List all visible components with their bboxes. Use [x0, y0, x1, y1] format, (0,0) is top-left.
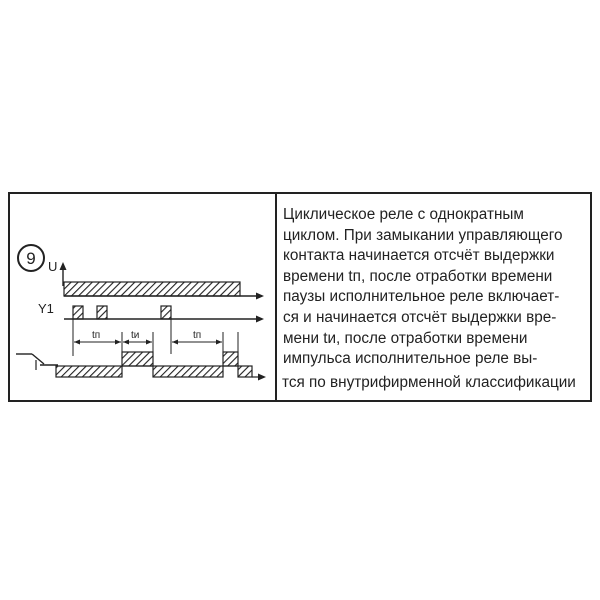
- description-line: контакта начинается отсчёт выдержки: [283, 247, 555, 265]
- diagram-number-badge: [18, 245, 44, 271]
- description-line: циклом. При замыкании управляющего: [283, 226, 563, 244]
- supply-voltage-bar: [64, 282, 240, 296]
- pause-time-label: tп: [193, 330, 202, 341]
- description-text: [283, 205, 588, 370]
- output-state-high: [223, 352, 238, 366]
- control-pulse: [97, 306, 107, 319]
- description-line: Циклическое реле с однократным: [283, 206, 524, 223]
- description-line: паузы исполнительное реле включает-: [283, 288, 560, 306]
- footer-text: тся по внутрифирменной классификации: [282, 374, 576, 391]
- diagram-number: 9: [26, 249, 36, 268]
- voltage-axis-arrowhead: [60, 262, 67, 270]
- description-line: мени tи, после отработки времени: [283, 329, 528, 347]
- description-line: времени tп, после отработки времени: [283, 267, 553, 285]
- supply-arrowhead: [256, 293, 264, 300]
- description-line: импульса исполнительное реле вы-: [283, 350, 538, 368]
- output-state-high: [122, 352, 153, 366]
- control-label: Y1: [38, 301, 54, 316]
- output-relay-trace: [56, 352, 266, 381]
- output-state-low: [153, 366, 223, 377]
- pause-interval-1: [74, 330, 121, 345]
- control-arrowhead: [256, 316, 264, 323]
- control-pulse: [73, 306, 83, 319]
- column-divider: [275, 192, 277, 402]
- output-state-low: [56, 366, 122, 377]
- output-state-low: [238, 366, 252, 377]
- timing-diagram: [10, 194, 274, 400]
- pulse-interval-1: [123, 330, 152, 345]
- pause-time-label: tп: [92, 330, 101, 341]
- control-pulse: [161, 306, 171, 319]
- voltage-label: U: [48, 259, 58, 274]
- relay-contact-symbol: [16, 354, 58, 370]
- pause-interval-2: [172, 330, 222, 345]
- pulse-time-label: tи: [131, 330, 140, 341]
- description-line: ся и начинается отсчёт выдержки вре-: [283, 308, 557, 326]
